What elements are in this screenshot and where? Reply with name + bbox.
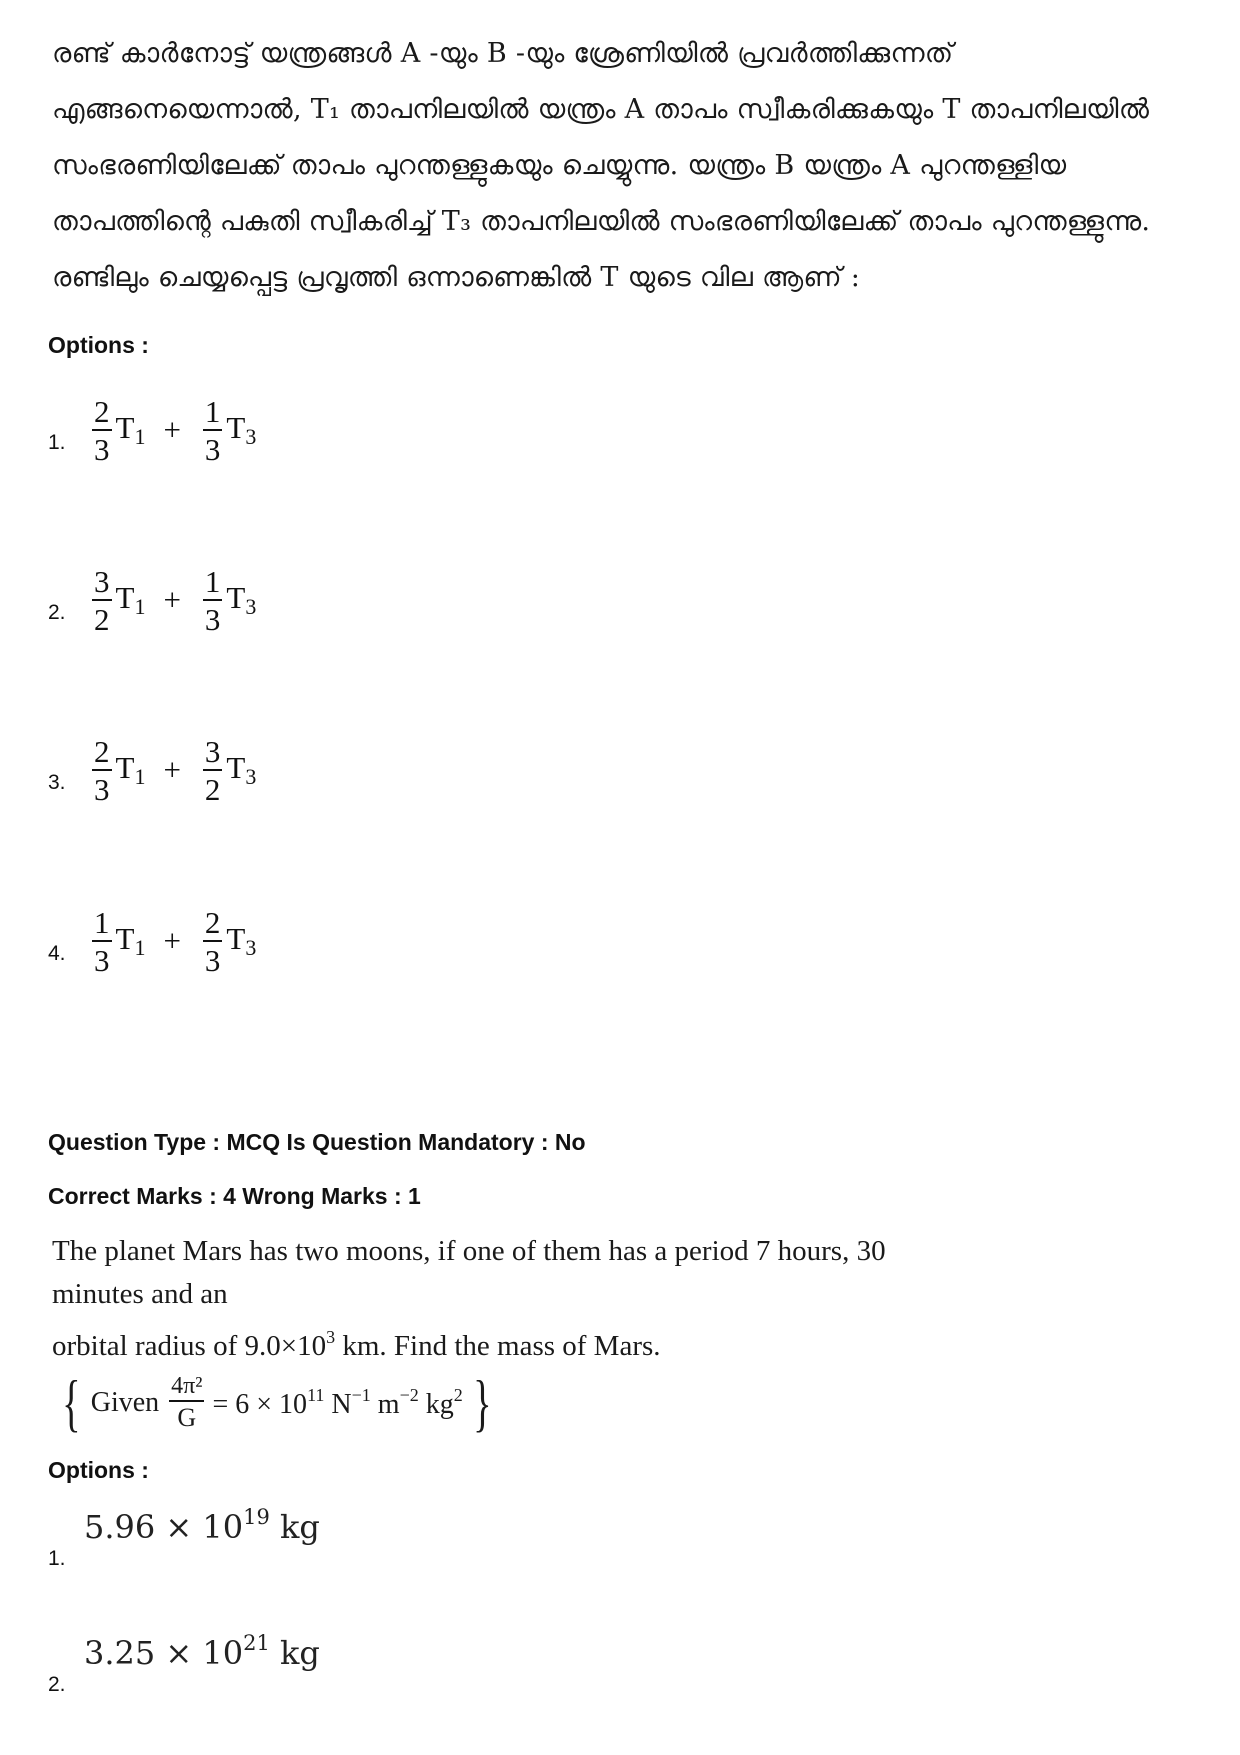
question-text-line: രണ്ട് കാർനോട്ട് യന്ത്രങ്ങൾ A -യും B -യും ശ്രേണിയിൽ പ്രവർത്തിക്കുന്നത് <box>52 38 954 69</box>
option-expression <box>88 385 266 475</box>
question-text-line: എങ്ങനെയെന്നാൽ, T₁ താപനിലയിൽ യന്ത്രം A താപം സ്വീകരിക്കുകയും T താപനിലയിൽ <box>52 94 1150 125</box>
option-number: 1. <box>48 1547 66 1570</box>
plus-sign: + <box>163 582 181 617</box>
variable-t3: $T_3$ <box>226 750 257 789</box>
variable-t1: $T_1$ <box>115 410 146 449</box>
question-2-text <box>52 1230 952 1368</box>
option-number: 1. <box>48 431 66 454</box>
fraction: $\frac{2}{3}$ <box>94 733 110 807</box>
option-number: 3. <box>48 771 66 794</box>
fraction: $\frac{1}{3}$ <box>204 563 221 637</box>
option-number: 2. <box>48 601 66 624</box>
fraction: $\frac{\text{4π²}}{G}$ <box>171 1373 203 1432</box>
question-text-line: സംഭരണിയിലേക്ക് താപം പുറന്തള്ളുകയും ചെയ്യുന്നു. യന്ത്രം B യന്ത്രം A പുറന്തള്ളിയ <box>52 150 1067 181</box>
variable-t1: $T_1$ <box>115 750 146 789</box>
question-1-text <box>52 26 1151 306</box>
fraction: $\frac{2}{3}$ <box>204 904 221 978</box>
variable-t3: $T_3$ <box>226 921 257 960</box>
question-text-line: രണ്ടിലും ചെയ്യപ്പെട്ട പ്രവൃത്തി ഒന്നാണെങ്കിൽ T യുടെ വില ആണ് : <box>52 262 861 293</box>
option-value: $5.96 \times 10^{19}$ kg <box>84 1505 320 1546</box>
fraction: $\frac{1}{3}$ <box>94 904 110 978</box>
option-number: 2. <box>48 1673 66 1696</box>
fraction: $\frac{3}{2}$ <box>94 563 110 637</box>
variable-t1: $T_1$ <box>115 921 146 960</box>
fraction: $\frac{1}{3}$ <box>204 393 221 467</box>
variable-t3: $T_3$ <box>226 580 257 619</box>
question-text-line: The planet Mars has two moons, if one of them has a period 7 hours, 30 minutes and an <box>52 1235 886 1310</box>
given-word: Given <box>90 1386 160 1418</box>
plus-sign: + <box>163 752 181 787</box>
question-text-line: താപത്തിന്റെ പകുതി സ്വീകരിച്ച് T₃ താപനിലയിൽ സംഭരണിയിലേക്ക് താപം പുറന്തള്ളുന്നു. <box>52 206 1151 237</box>
option-number: 4. <box>48 942 66 965</box>
option-expression <box>88 896 266 986</box>
variable-t3: $T_3$ <box>226 410 257 449</box>
option-expression <box>88 725 266 815</box>
plus-sign: + <box>163 923 181 958</box>
option-value: $3.25 \times 10^{21}$ kg <box>84 1631 320 1672</box>
left-brace: { <box>62 1366 81 1438</box>
given-rhs: = $6 \times 10^{11}$ $N^{-1}$ $m^{-2}$ $kg^2$ <box>212 1384 463 1420</box>
plus-sign: + <box>163 412 181 447</box>
option-expression <box>88 555 266 645</box>
fraction: $\frac{3}{2}$ <box>204 733 221 807</box>
fraction: $\frac{2}{3}$ <box>94 393 110 467</box>
variable-t1: $T_1$ <box>115 580 146 619</box>
options-label: Options : <box>48 332 149 358</box>
options-label: Options : <box>48 1457 149 1483</box>
marks-line: Correct Marks : 4 Wrong Marks : 1 <box>48 1183 421 1209</box>
question-type-line: Question Type : MCQ Is Question Mandatory : No <box>48 1129 586 1155</box>
right-brace: } <box>472 1366 492 1438</box>
question-text-line: orbital radius of $9.0\times 10^3$ km. Find the mass of Mars. <box>52 1327 661 1362</box>
given-formula <box>52 1355 492 1450</box>
